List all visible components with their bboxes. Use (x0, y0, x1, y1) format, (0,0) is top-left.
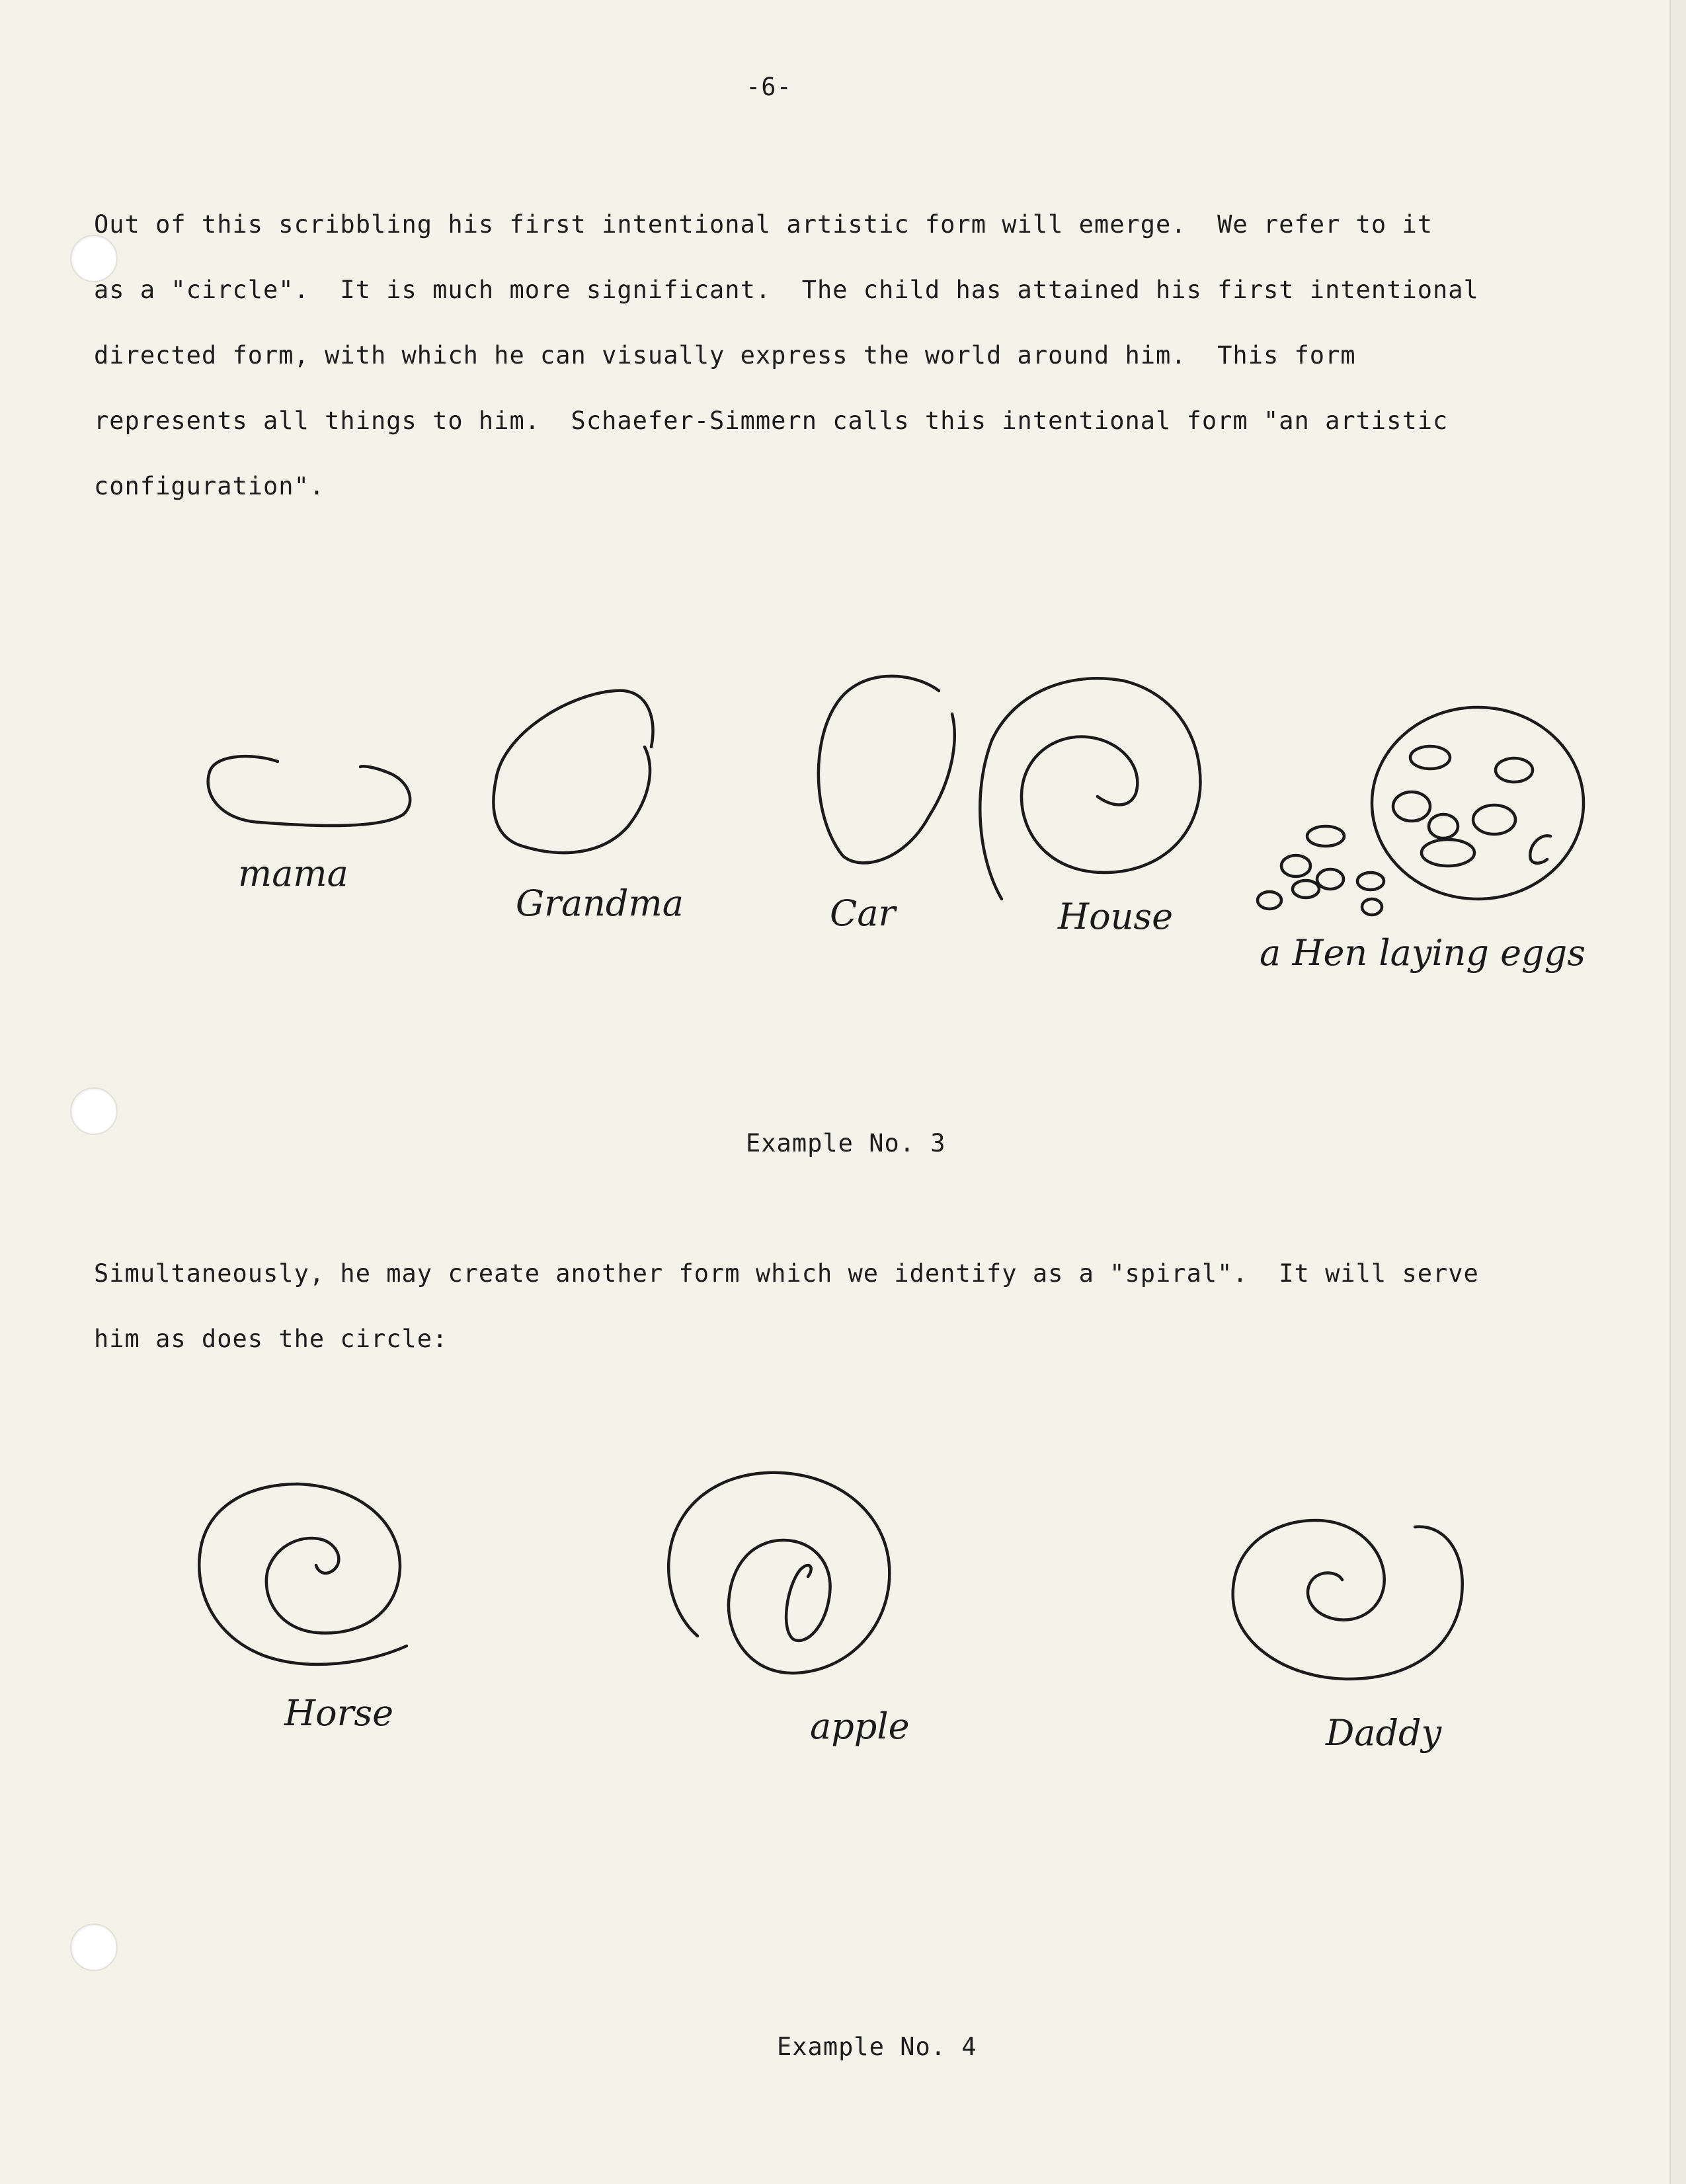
drawing-horse-spiral (199, 1484, 407, 1664)
label-daddy: Daddy (1326, 1712, 1442, 1754)
text-line: configuration". (94, 472, 325, 500)
text-line: Out of this scribbling his first intentional artistic form will emerge. We refer to it (94, 210, 1433, 239)
text-line: Simultaneously, he may create another form which we identify as a "spiral". It will serve (94, 1259, 1479, 1288)
page-number: -6- (746, 73, 792, 101)
label-grandma: Grandma (516, 882, 684, 924)
label-car: Car (830, 892, 896, 934)
text-line: him as does the circle: (94, 1325, 448, 1353)
caption-example-4: Example No. 4 (777, 2033, 977, 2061)
label-horse: Horse (284, 1692, 394, 1734)
label-mama: mama (238, 853, 348, 894)
drawing-apple-spiral (668, 1473, 889, 1673)
label-hen-laying-eggs: a Hen laying eggs (1260, 932, 1586, 974)
text-line: represents all things to him. Schaefer-Simmern calls this intentional form "an artistic (94, 407, 1449, 435)
text-line: directed form, with which he can visually express the world around him. This form (94, 341, 1356, 370)
drawing-daddy-spiral (1233, 1520, 1463, 1679)
caption-example-3: Example No. 3 (746, 1129, 946, 1157)
label-house: House (1058, 896, 1174, 937)
label-apple: apple (810, 1705, 910, 1747)
text-line: as a "circle". It is much more significant. The child has attained his first intentional (94, 276, 1479, 304)
